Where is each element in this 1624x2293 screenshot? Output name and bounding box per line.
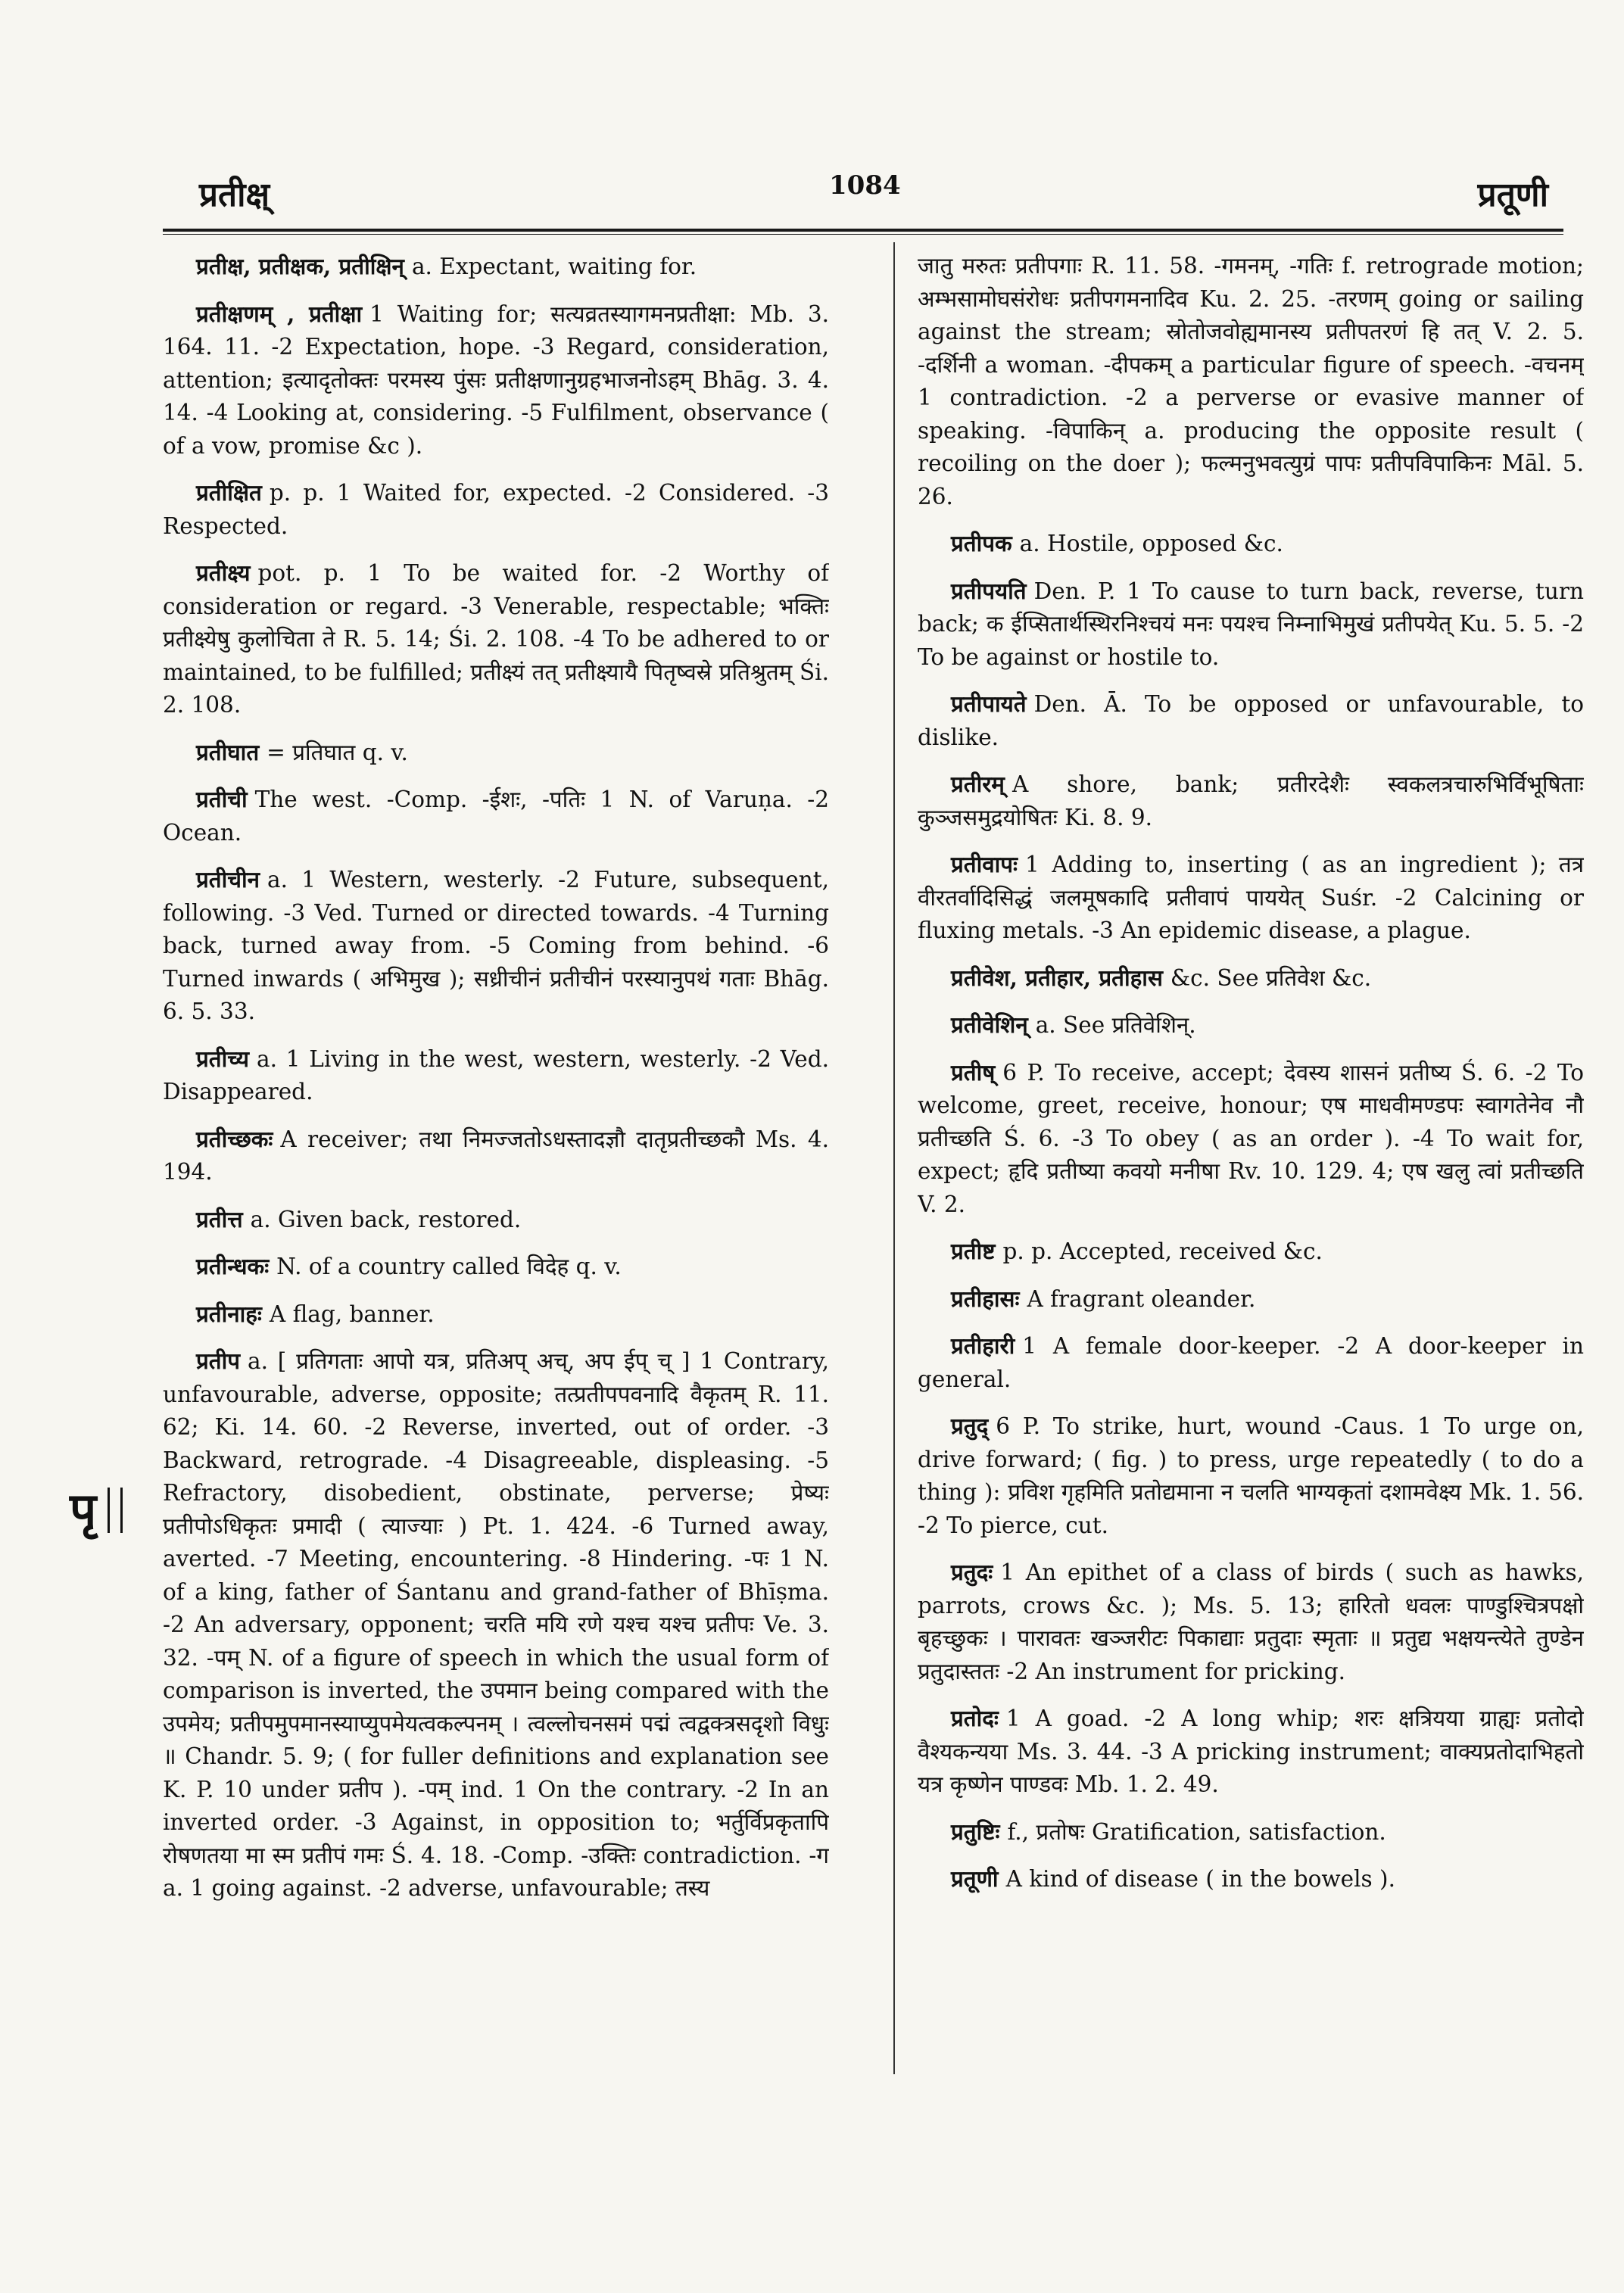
entry-headword: प्रतीपयति [951,577,1027,604]
entry-headword: प्रतीष् [951,1058,996,1086]
entry-headword: प्रतीक्ष, प्रतीक्षक, प्रतीक्षिन् [196,253,404,279]
dictionary-entry [163,298,829,463]
dictionary-entry [163,736,829,770]
entry-definition: 1 A female door-keeper. -2 A door-keeper in general. [918,1333,1584,1392]
margin-thumb-bar [108,1488,123,1533]
dictionary-entry [163,1298,829,1332]
dictionary-entry [163,1123,829,1189]
entry-headword: प्रतीक्षित [196,479,262,506]
entry-definition: 1 An epithet of a class of birds ( such as hawks, parrots, crows &c. ); Ms. 5. 13; हारितो धवलः पाण्डुश्चित्रपक्षो बृहच्छुकः । पारावतः खञ्जरीटः पिकाद्याः प्रतुदाः स्मृताः ॥ प्रतुद्य भक्षयन्त्येते तुण्डेन प्रतुदास्ततः -2 An instrument for pricking. [918,1559,1584,1684]
entry-definition: 6 P. To strike, hurt, wound -Caus. 1 To urge on, drive forward; ( fig. ) to press, urge repeatedly ( to do a thing ): प्रविश गृहमिति प्रतोद्यमाना न चलति भाग्यकृतां दशामवेक्ष्य Mk. 1. 56. -2 To pierce, cut. [918,1413,1584,1538]
entry-definition: 1 Adding to, inserting ( as an ingredient ); तत्र वीरतर्वादिसिद्धं जलमूषकादि प्रतीवापं पाययेत् Suśr. -2 Calcining or fluxing metals. -3 An epidemic disease, a plague. [918,852,1584,943]
entry-definition: a. See प्रतिवेशिन्. [1035,1012,1196,1038]
dictionary-entry [918,1702,1584,1802]
dictionary-entry [918,1815,1584,1849]
dictionary-entry [163,783,829,849]
entry-definition: &c. See प्रतिवेश &c. [1170,964,1372,991]
entry-definition: A fragrant oleander. [1027,1285,1256,1312]
entry-headword: प्रतीवेशिन् [951,1011,1028,1038]
dictionary-entry [918,1056,1584,1222]
entry-headword: प्रतीक्षणम् , प्रतीक्षा [196,300,363,327]
dictionary-entry [163,863,829,1029]
dictionary-entry [918,527,1584,561]
entry-definition: 1 Waiting for; सत्यव्रतस्यागमनप्रतीक्षा: Mb. 3. 164. 11. -2 Expectation, hope. -3 Regard, consideration, attention; इत्यादृतोक्तः परमस्य पुंसः प्रतीक्षणानुग्रहभाजनोऽहम् Bhāg. 3. 4. 14. -4 Looking at, considering. -5 Fulfilment, observance ( of a vow, promise &c ). [163,301,829,459]
dictionary-entry [918,575,1584,675]
dictionary-entry [918,1008,1584,1042]
entry-definition: N. of a country called विदेह q. v. [276,1254,622,1279]
dictionary-entry [918,848,1584,948]
margin-thumb-index [70,1480,115,1541]
entry-headword: प्रतीवापः [951,851,1018,877]
entry-definition: p. p. 1 Waited for, expected. -2 Considered. -3 Respected. [163,480,829,539]
entry-definition: Den. P. 1 To cause to turn back, reverse, turn back; क ईप्सितार्थस्थिरनिश्चयं मनः पयश्च निम्नाभिमुखं प्रतीपयेत् Ku. 5. 5. -2 To be against or hostile to. [918,578,1584,670]
dictionary-entry [163,1344,829,1905]
dictionary-entry [918,1282,1584,1316]
right-column [918,250,1584,2105]
entry-definition: A flag, banner. [269,1301,435,1327]
entry-headword: प्रतीहारी [951,1332,1015,1359]
entry-definition: p. p. Accepted, received &c. [1002,1238,1323,1264]
entry-definition: 1 A goad. -2 A long whip; शरः क्षत्रियया ग्राह्यः प्रतोदो वैश्यकन्यया Ms. 3. 44. -3 A pricking instrument; वाक्यप्रतोदाभिहतो यत्र कृष्णेन पाण्डवः Mb. 1. 2. 49. [918,1706,1584,1797]
entry-definition: जातु मरुतः प्रतीपगाः R. 11. 58. -गमनम्, -गतिः f. retrograde motion; अम्भसामोघसंरोधः प्रतीपगमनादिव Ku. 2. 25. -तरणम् going or sailing against the stream; स्रोतोजवोह्यमानस्य प्रतीपतरणं हि तत् V. 2. 5. -दर्शिनी a woman. -दीपकम् a particular figure of speech. -वचनम् 1 contradiction. -2 a perverse or evasive manner of speaking. -विपाकिन् a. producing the opposite result ( recoiling on the doer ); फल्मनुभवत्युग्रं पापः प्रतीपविपाकिनः Māl. 5. 26. [918,253,1584,509]
entry-headword: प्रतोदः [951,1705,999,1731]
entry-headword: प्रतीनाहः [196,1300,262,1327]
entry-headword: प्रतीच्छकः [196,1125,273,1152]
entry-definition: a. Hostile, opposed &c. [1019,531,1283,556]
header-rule [163,229,1563,235]
entry-headword: प्रतीवेश, प्रतीहार, प्रतीहास [951,964,1163,991]
dictionary-entry [918,250,1584,513]
left-running-headword: प्रतीक्ष् [199,176,270,214]
entry-headword: प्रतुष्टिः [951,1818,1000,1845]
dictionary-entry [163,556,829,722]
entry-definition: f., प्रतोषः Gratification, satisfaction. [1007,1818,1386,1845]
entry-definition: A receiver; तथा निमज्जतोऽधस्तादज्ञौ दातृप्रतीच्छकौ Ms. 4. 194. [163,1126,829,1185]
entry-definition: A kind of disease ( in the bowels ). [1005,1866,1395,1892]
entry-headword: प्रतीरम् [951,771,1005,797]
dictionary-entry [163,250,829,284]
entry-definition: 6 P. To receive, accept; देवस्य शासनं प्रतीष्य Ś. 6. -2 To welcome, greet, receive, honour; एष माधवीमण्डपः स्वागतेनेव नौ प्रतीच्छति Ś. 6. -3 To obey ( as an order ). -4 To wait for, expect; हृदि प्रतीष्या कवयो मनीषा Rv. 10. 129. 4; एष खलु त्वां प्रतीच्छति V. 2. [918,1059,1584,1217]
entry-headword: प्रतीत्त [196,1205,243,1232]
entry-definition: a. Expectant, waiting for. [411,254,697,279]
dictionary-entry [163,476,829,543]
dictionary-entry [918,1862,1584,1896]
dictionary-entry [163,1203,829,1237]
margin-thumb-letter: पृ [70,1482,97,1537]
entry-headword: प्रतुद् [951,1413,989,1439]
entry-headword: प्रतीप [196,1347,240,1374]
entry-headword: प्रतीहासः [951,1285,1020,1312]
dictionary-entry [918,1329,1584,1396]
entry-definition: The west. -Comp. -ईशः, -पतिः 1 N. of Varuṇa. -2 Ocean. [163,787,829,846]
entry-headword: प्रतीघात [196,738,260,765]
entry-headword: प्रतीची [196,786,248,812]
page-number: 1084 [829,170,901,201]
entry-headword: प्रतूणी [951,1865,999,1892]
dictionary-entry [918,1410,1584,1542]
entry-definition: a. 1 Western, westerly. -2 Future, subsequent, following. -3 Ved. Turned or directed towards. -4 Turning back, turned away from. -5 Coming from behind. -6 Turned inwards ( अभिमुख ); सध्रीचीनं प्रतीचीनं परस्यानुपथं गताः Bhāg. 6. 5. 33. [163,867,829,1024]
dictionary-entry [918,1556,1584,1688]
entry-headword: प्रतीपायते [951,690,1027,717]
entry-definition: Den. Ā. To be opposed or unfavourable, to dislike. [918,691,1584,750]
entry-definition: pot. p. 1 To be waited for. -2 Worthy of consideration or regard. -3 Venerable, respectable; भक्तिः प्रतीक्ष्येषु कुलोचिता ते R. 5. 14; Śi. 2. 108. -4 To be adhered to or maintained, to be fulfilled; प्रतीक्ष्यं तत् प्रतीक्ष्यायै पितृष्वस्रे प्रतिश्रुतम् Śi. 2. 108. [163,560,829,718]
dictionary-entry [163,1042,829,1109]
right-running-headword: प्रतूणी [1477,176,1548,214]
left-column [163,250,829,2105]
entry-definition: a. [ प्रतिगताः आपो यत्र, प्रतिअप् अच्, अप ईप् च् ] 1 Contrary, unfavourable, adverse, opposite; तत्प्रतीपपवनादि वैकृतम् R. 11. 62; Ki. 14. 60. -2 Reverse, inverted, out of order. -3 Backward, retrograde. -4 Disagreeable, displeasing. -5 Refractory, disobedient, obstinate, perverse; प्रेष्यः प्रतीपोऽधिकृतः प्रमादी ( त्याज्याः ) Pt. 1. 424. -6 Turned away, averted. -7 Meeting, encountering. -8 Hindering. -पः 1 N. of a king, father of Śantanu and grand-father of Bhīṣma. -2 An adversary, opponent; चरति मयि रणे यश्च यश्च प्रतीपः Ve. 3. 32. -पम् N. of a figure of speech in which the usual form of comparison is inverted, the उपमान being compared with the उपमेय; प्रतीपमुपमानस्याप्युपमेयत्वकल्पनम् । त्वल्लोचनसमं पद्मं त्वद्वक्त्रसदृशो विधुः ॥ Chandr. 5. 9; ( for fuller definitions and explanation see K. P. 10 under प्रतीप ). -पम् ind. 1 On the contrary. -2 In an inverted order. -3 Against, in opposition to; भर्तुर्विप्रकृतापि रोषणतया मा स्म प्रतीपं गमः Ś. 4. 18. -Comp. -उक्तिः contradiction. -ग a. 1 going against. -2 adverse, unfavourable; तस्य [163,1348,829,1901]
entry-headword: प्रतीचीन [196,866,260,893]
column-divider [893,242,895,2074]
dictionary-entry [918,768,1584,834]
entry-headword: प्रतीष्ट [951,1238,996,1264]
entry-definition: a. Given back, restored. [250,1206,522,1232]
entry-definition: A shore, bank; प्रतीरदेशैः स्वकलत्रचारुभिर्विभूषिताः कुञ्जसमुद्रयोषितः Ki. 8. 9. [918,771,1584,830]
dictionary-entry [918,687,1584,754]
dictionary-entry [163,1250,829,1284]
dictionary-entry [918,961,1584,995]
entry-definition: a. 1 Living in the west, western, westerly. -2 Ved. Disappeared. [163,1045,829,1104]
entry-headword: प्रतुदः [951,1559,993,1585]
dictionary-entry [918,1235,1584,1269]
entry-headword: प्रतीच्य [196,1045,250,1072]
entry-headword: प्रतीक्ष्य [196,559,251,586]
page-header [163,155,1556,238]
entry-headword: प्रतीपक [951,530,1012,556]
entry-headword: प्रतीन्धकः [196,1253,270,1279]
entry-definition: = प्रतिघात q. v. [267,739,408,765]
